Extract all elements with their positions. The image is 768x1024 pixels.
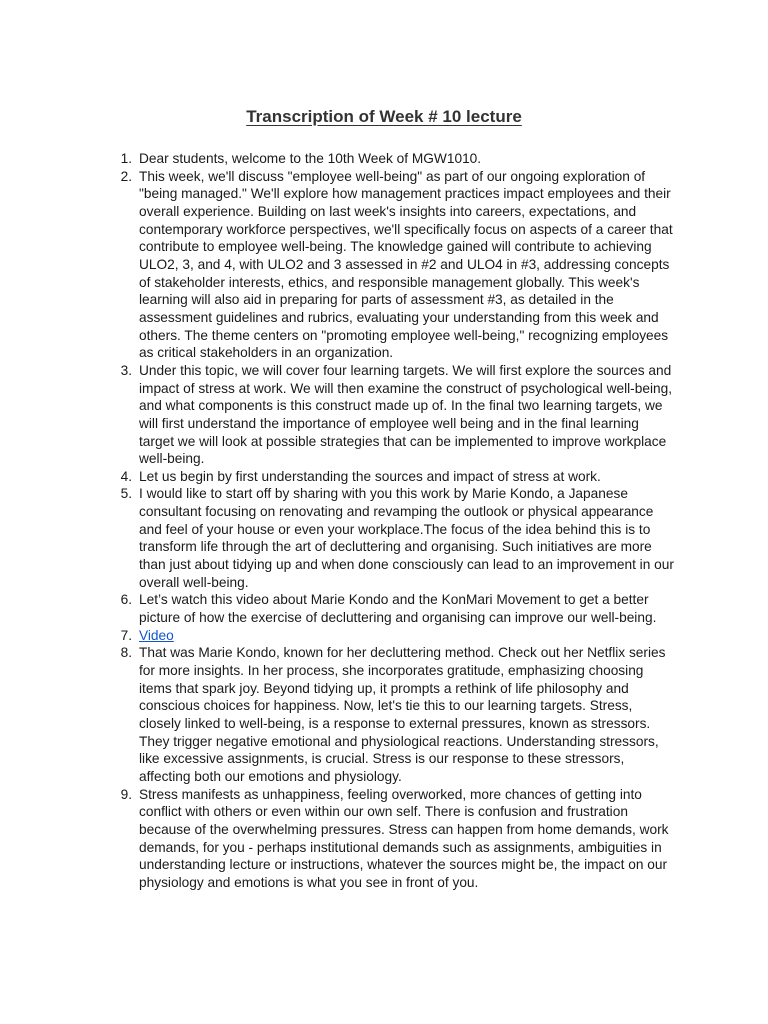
list-item-number: 6. xyxy=(120,592,132,608)
list-item-text xyxy=(139,627,676,645)
list-item-number: 7. xyxy=(120,627,132,643)
list-item-number: 5. xyxy=(120,486,132,502)
list-item xyxy=(112,786,676,892)
list-item-number: 9. xyxy=(120,786,132,802)
list-item-text: Let us begin by first understanding the sources and impact of stress at work. xyxy=(139,468,601,484)
list-item xyxy=(112,468,676,486)
list-item-number: 2. xyxy=(120,168,132,184)
list-item-text: That was Marie Kondo, known for her decluttering method. Check out her Netflix series for more insights. In her process, she incorporates gratitude, emphasizing choosing items that spark joy. Beyond tidying up, it prompts a rethink of life philosophy and conscious choices for happiness. Now, let's tie this to our learning targets. Stress, closely linked to well-being, is a response to external pressures, known as stressors. They trigger negative emotional and physiological reactions. Understanding stressors, like excessive assignments, is crucial. Stress is our response to these stressors, affecting both our emotions and physiology. xyxy=(139,645,666,784)
page-title: Transcription of Week # 10 lecture xyxy=(246,107,522,126)
list-item xyxy=(112,591,676,626)
list-item xyxy=(112,644,676,785)
list-item-text: Let’s watch this video about Marie Kondo and the KonMari Movement to get a better picture of how the exercise of decluttering and organising can improve our well-being. xyxy=(139,592,657,626)
list-item-text: This week, we'll discuss "employee well-being" as part of our ongoing exploration of "being managed." We'll explore how management practices impact employees and their overall experience. Building on last week's insights into careers, expectations, and contemporary workforce perspectives, we'll specifically focus on aspects of a career that contribute to employee well-being. The knowledge gained will contribute to achieving ULO2, 3, and 4, with ULO2 and 3 assessed in #2 and ULO4 in #3, addressing concepts of stakeholder interests, ethics, and responsible management globally. This week's learning will also aid in preparing for parts of assessment #3, as detailed in the assessment guidelines and rubrics, evaluating your understanding from this week and others. The theme centers on "promoting employee well-being," recognizing employees as critical stakeholders in an organization. xyxy=(139,168,673,361)
list-item xyxy=(112,150,676,168)
numbered-list xyxy=(112,150,676,892)
list-item-text: Stress manifests as unhappiness, feeling overworked, more chances of getting into conflict with others or even within our own self. There is confusion and frustration because of the overwhelming pressures. Stress can happen from home demands, work demands, for you - perhaps institutional demands such as assignments, ambiguities in understanding lecture or instructions, whatever the sources might be, the impact on our physiology and emotions is what you see in front of you. xyxy=(139,786,669,890)
list-item-text: Dear students, welcome to the 10th Week of MGW1010. xyxy=(139,151,482,166)
list-item xyxy=(112,627,676,645)
list-item-number: 3. xyxy=(120,362,132,378)
list-item-text: Under this topic, we will cover four learning targets. We will first explore the sources and impact of stress at work. We will then examine the construct of psychological well-being, and what components is this construct made up of. In the final two learning targets, we will first understand the importance of employee well being and in the final learning target we will look at possible strategies that can be implemented to improve workplace well-being. xyxy=(139,362,673,467)
list-item xyxy=(112,485,676,591)
list-item xyxy=(112,168,676,362)
list-item xyxy=(112,362,676,468)
list-item-text: I would like to start off by sharing with you this work by Marie Kondo, a Japanese consultant focusing on renovating and revamping the outlook or physical appearance and feel of your house or even your workplace.The focus of the idea behind this is to transform life through the art of decluttering and organising. Such initiatives are more than just about tidying up and when done consciously can lead to an improvement in our overall well-being. xyxy=(139,486,674,590)
list-item-number: 4. xyxy=(120,468,132,484)
list-item-number: 8. xyxy=(120,645,132,661)
list-item-number: 1. xyxy=(120,151,132,166)
video-link[interactable]: Video xyxy=(139,627,174,643)
